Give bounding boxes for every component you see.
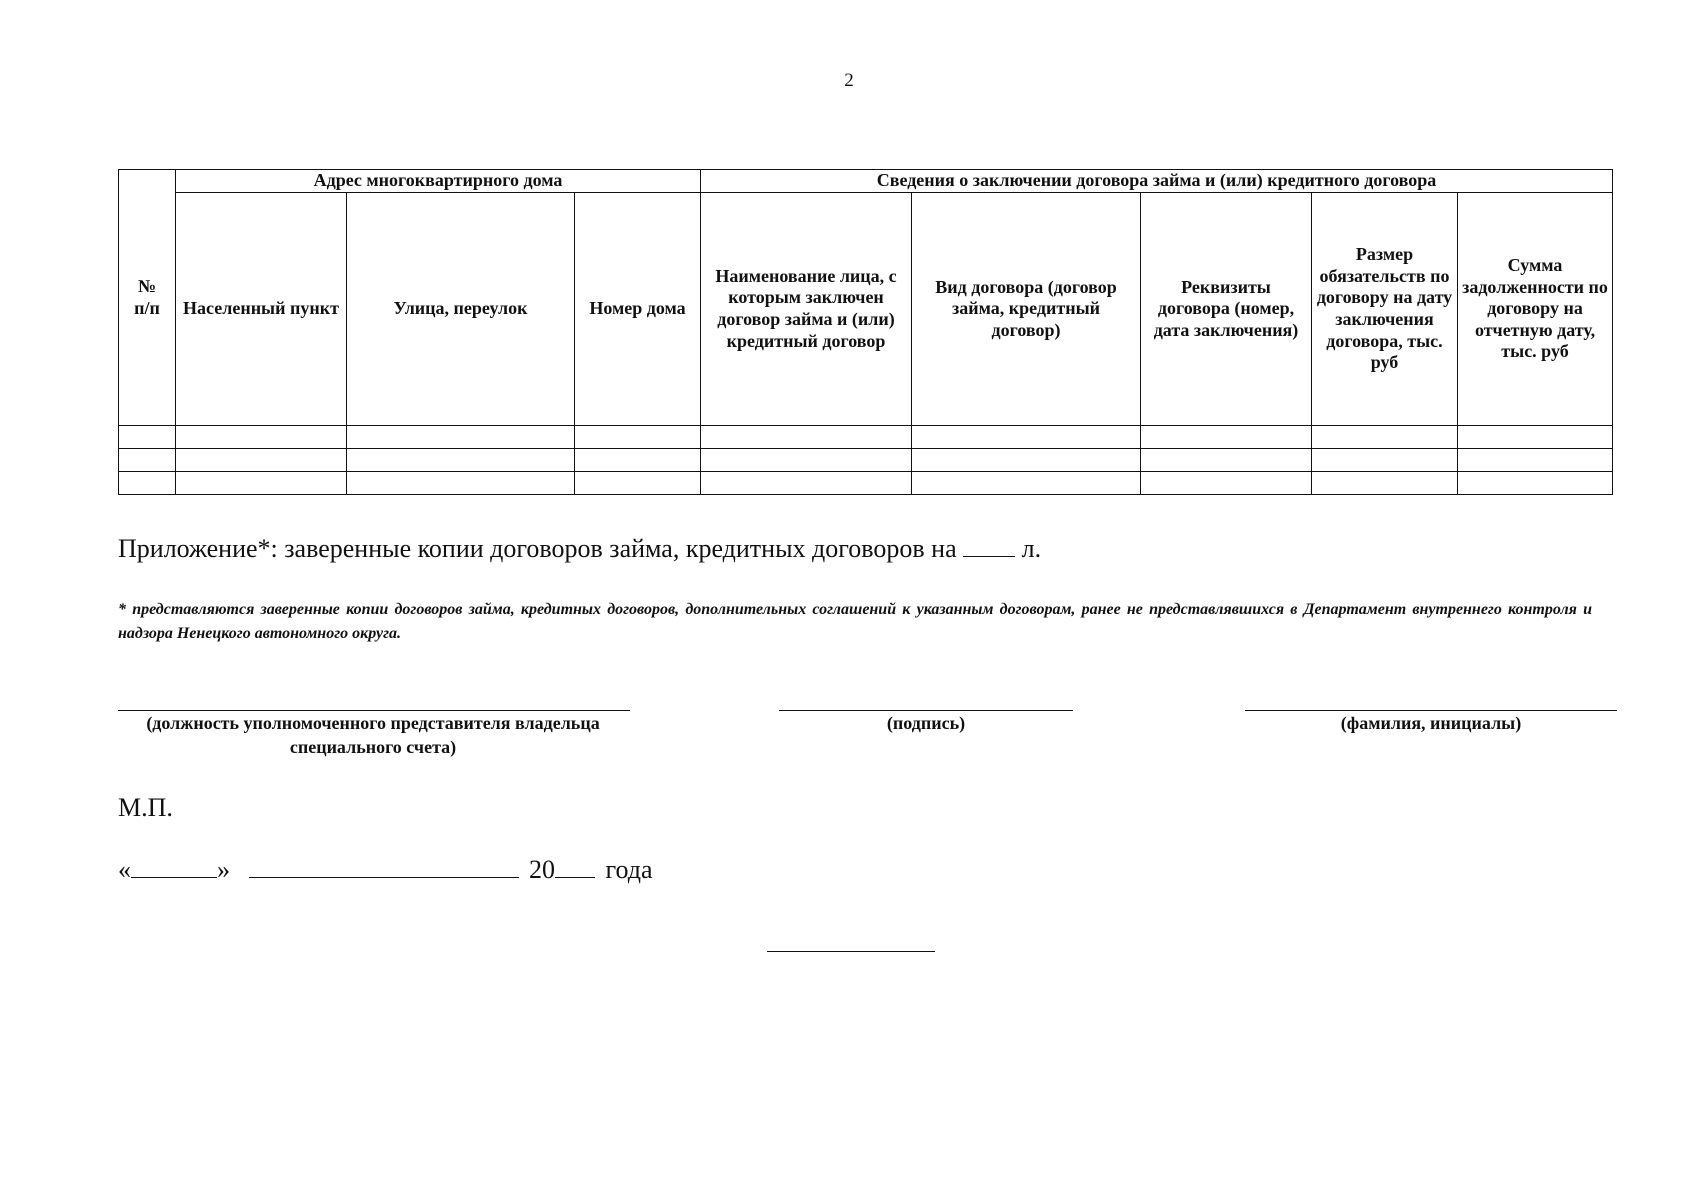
header-house-number: Номер дома — [575, 193, 701, 426]
name-caption: (фамилия, инициалы) — [1340, 713, 1522, 733]
table-cell[interactable] — [701, 472, 912, 495]
table-cell[interactable] — [575, 426, 701, 449]
table-cell[interactable] — [176, 449, 347, 472]
open-quote: « — [118, 855, 131, 884]
table-cell[interactable] — [912, 426, 1141, 449]
sheet-count-blank[interactable] — [963, 534, 1015, 557]
header-contract-details: Реквизиты договора (номер, дата заключения) — [1141, 193, 1312, 426]
table-cell[interactable] — [1312, 472, 1458, 495]
header-debt-amount: Сумма задолженности по договору на отчетную дату, тыс. руб — [1458, 193, 1613, 426]
table-cell[interactable] — [1312, 449, 1458, 472]
header-settlement: Населенный пункт — [176, 193, 347, 426]
header-number: № п/п — [119, 170, 176, 426]
month-blank[interactable] — [249, 855, 519, 878]
table-cell[interactable] — [1141, 472, 1312, 495]
table-cell[interactable] — [347, 426, 575, 449]
signature-caption: (подпись) — [886, 713, 966, 733]
table-cell[interactable] — [1458, 472, 1613, 495]
end-divider — [767, 951, 935, 952]
table-cell[interactable] — [912, 449, 1141, 472]
table-cell[interactable] — [575, 449, 701, 472]
table-cell[interactable] — [701, 426, 912, 449]
appendix-unit: л. — [1021, 534, 1042, 563]
header-group-address: Адрес многоквартирного дома — [176, 170, 701, 193]
table-cell[interactable] — [912, 472, 1141, 495]
header-obligation-amount: Размер обязательств по договору на дату заключения договора, тыс. руб — [1312, 193, 1458, 426]
header-contract-type: Вид договора (договор займа, кредитный договор) — [912, 193, 1141, 426]
table-row — [119, 449, 1613, 472]
date-line — [118, 855, 653, 885]
contracts-table — [118, 169, 1613, 495]
table-row — [119, 426, 1613, 449]
table-cell[interactable] — [1141, 426, 1312, 449]
table-cell[interactable] — [1141, 449, 1312, 472]
footnote: * представляются заверенные копии договоров займа, кредитных договоров, дополнительных соглашений к указанным договорам, ранее не представлявшихся в Департамент внутреннего контроля и надзора Ненецкого автономного округа. — [118, 601, 1592, 642]
header-group-contract: Сведения о заключении договора займа и (или) кредитного договора — [701, 170, 1613, 193]
header-counterparty: Наименование лица, с которым заключен договор займа и (или) кредитный договор — [701, 193, 912, 426]
table-cell[interactable] — [347, 472, 575, 495]
header-street: Улица, переулок — [347, 193, 575, 426]
century-text: 20 — [529, 855, 555, 884]
table-cell[interactable] — [176, 472, 347, 495]
year-blank[interactable] — [555, 855, 595, 878]
table-cell[interactable] — [119, 472, 176, 495]
table-cell[interactable] — [1458, 449, 1613, 472]
position-caption: (должность уполномоченного представителя владельца специального счета) — [146, 713, 600, 757]
table-cell[interactable] — [701, 449, 912, 472]
table-cell[interactable] — [1458, 426, 1613, 449]
table-cell[interactable] — [575, 472, 701, 495]
table-cell[interactable] — [176, 426, 347, 449]
appendix-line — [118, 534, 1041, 564]
day-blank[interactable] — [131, 855, 217, 878]
table-cell[interactable] — [347, 449, 575, 472]
table-cell[interactable] — [1312, 426, 1458, 449]
table-row — [119, 472, 1613, 495]
year-word: года — [605, 855, 653, 884]
table-cell[interactable] — [119, 449, 176, 472]
stamp-label: М.П. — [118, 793, 173, 822]
table-cell[interactable] — [119, 426, 176, 449]
page-number: 2 — [844, 70, 854, 91]
appendix-text: Приложение*: заверенные копии договоров займа, кредитных договоров на — [118, 534, 957, 563]
close-quote: » — [217, 855, 230, 884]
